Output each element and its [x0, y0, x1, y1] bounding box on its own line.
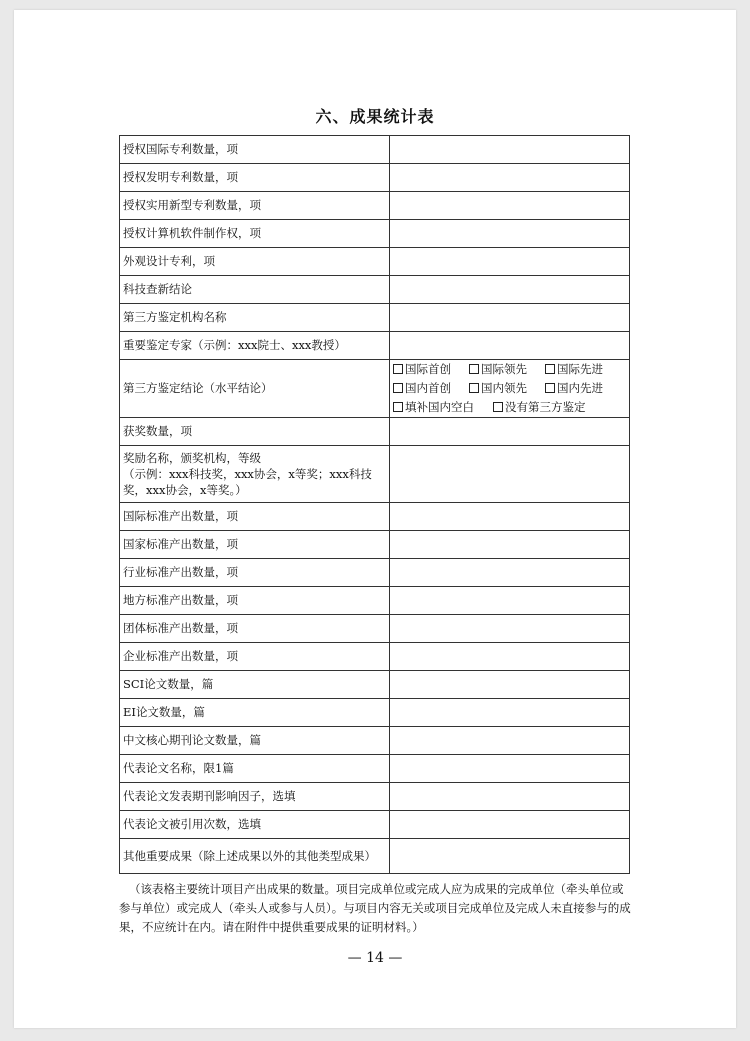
row-value[interactable]	[390, 503, 630, 531]
row-label: 中文核心期刊论文数量，篇	[120, 727, 390, 755]
option-checkbox[interactable]: 填补国内空白	[393, 398, 493, 417]
row-value[interactable]	[390, 587, 630, 615]
row-label: 企业标准产出数量，项	[120, 643, 390, 671]
checkbox-icon[interactable]	[545, 364, 555, 374]
award-line: 奖，xxx协会，x等奖。）	[123, 483, 247, 497]
row-label	[120, 446, 390, 503]
table-row	[120, 164, 630, 192]
option-checkbox[interactable]: 国内先进	[545, 379, 603, 398]
option-checkbox[interactable]: 国际先进	[545, 360, 603, 379]
row-label: 行业标准产出数量，项	[120, 559, 390, 587]
row-label: SCI论文数量，篇	[120, 671, 390, 699]
row-value[interactable]	[390, 699, 630, 727]
table-row	[120, 671, 630, 699]
table-row	[120, 615, 630, 643]
row-value[interactable]	[390, 671, 630, 699]
row-label: 获奖数量，项	[120, 418, 390, 446]
row-label: 地方标准产出数量，项	[120, 587, 390, 615]
option-checkbox[interactable]: 没有第三方鉴定	[493, 398, 586, 417]
table-row	[120, 755, 630, 783]
row-value[interactable]	[390, 839, 630, 874]
checkbox-icon[interactable]	[469, 364, 479, 374]
achievement-stats-table	[119, 135, 630, 874]
table-row	[120, 699, 630, 727]
checkbox-icon[interactable]	[393, 402, 403, 412]
row-value[interactable]	[390, 446, 630, 503]
checkbox-icon[interactable]	[493, 402, 503, 412]
row-value[interactable]	[390, 615, 630, 643]
option-checkbox[interactable]: 国内首创	[393, 379, 469, 398]
row-value[interactable]	[390, 559, 630, 587]
row-label: EI论文数量，篇	[120, 699, 390, 727]
row-label: 授权国际专利数量，项	[120, 136, 390, 164]
table-row	[120, 811, 630, 839]
row-label: 重要鉴定专家（示例：xxx院士、xxx教授）	[120, 332, 390, 360]
table-row	[120, 220, 630, 248]
row-value[interactable]	[390, 755, 630, 783]
row-value[interactable]	[390, 248, 630, 276]
table-row-conclusion	[120, 360, 630, 418]
table-note: （该表格主要统计项目产出成果的数量。项目完成单位或完成人应为成果的完成单位（牵头单位或参与单位）或完成人（牵头人或参与人员）。与项目内容无关或项目完成单位及完成人未直接参与的成果，不应统计在内。请在附件中提供重要成果的证明材料。）	[119, 882, 631, 934]
row-label: 授权发明专利数量，项	[120, 164, 390, 192]
row-value[interactable]	[390, 783, 630, 811]
table-row	[120, 192, 630, 220]
row-value[interactable]	[390, 192, 630, 220]
row-value[interactable]	[390, 164, 630, 192]
row-value[interactable]	[390, 332, 630, 360]
row-value[interactable]	[390, 727, 630, 755]
row-label: 代表论文发表期刊影响因子，选填	[120, 783, 390, 811]
row-label: 授权计算机软件制作权，项	[120, 220, 390, 248]
page-number: — 14 —	[347, 950, 403, 966]
row-value[interactable]	[390, 220, 630, 248]
row-value[interactable]	[390, 136, 630, 164]
row-label: 代表论文名称，限1篇	[120, 755, 390, 783]
table-row	[120, 503, 630, 531]
table-row	[120, 727, 630, 755]
table-row	[120, 304, 630, 332]
conclusion-options	[390, 360, 630, 418]
row-label: 其他重要成果（除上述成果以外的其他类型成果）	[120, 839, 390, 874]
row-value[interactable]	[390, 418, 630, 446]
row-label: 科技查新结论	[120, 276, 390, 304]
table-row	[120, 587, 630, 615]
table-row	[120, 136, 630, 164]
row-label: 团体标准产出数量，项	[120, 615, 390, 643]
table-row	[120, 643, 630, 671]
table-row	[120, 839, 630, 874]
option-checkbox[interactable]: 国际领先	[469, 360, 545, 379]
award-line: 奖励名称，颁奖机构，等级	[123, 451, 261, 465]
option-checkbox[interactable]: 国际首创	[393, 360, 469, 379]
row-label: 第三方鉴定结论（水平结论）	[120, 360, 390, 418]
row-label: 代表论文被引用次数，选填	[120, 811, 390, 839]
checkbox-icon[interactable]	[469, 383, 479, 393]
table-row-award	[120, 446, 630, 503]
checkbox-icon[interactable]	[393, 383, 403, 393]
row-label: 国家标准产出数量，项	[120, 531, 390, 559]
page-title: 六、成果统计表	[315, 107, 435, 126]
row-label: 国际标准产出数量，项	[120, 503, 390, 531]
row-value[interactable]	[390, 276, 630, 304]
row-value[interactable]	[390, 531, 630, 559]
table-row	[120, 332, 630, 360]
table-row	[120, 783, 630, 811]
checkbox-icon[interactable]	[545, 383, 555, 393]
table-row	[120, 248, 630, 276]
table-row	[120, 276, 630, 304]
award-line: （示例：xxx科技奖，xxx协会，x等奖；xxx科技	[123, 467, 372, 481]
row-label: 外观设计专利，项	[120, 248, 390, 276]
row-label: 第三方鉴定机构名称	[120, 304, 390, 332]
table-row	[120, 559, 630, 587]
row-label: 授权实用新型专利数量，项	[120, 192, 390, 220]
table-row	[120, 418, 630, 446]
row-value[interactable]	[390, 643, 630, 671]
option-checkbox[interactable]: 国内领先	[469, 379, 545, 398]
row-value[interactable]	[390, 811, 630, 839]
row-value[interactable]	[390, 304, 630, 332]
checkbox-icon[interactable]	[393, 364, 403, 374]
table-row	[120, 531, 630, 559]
